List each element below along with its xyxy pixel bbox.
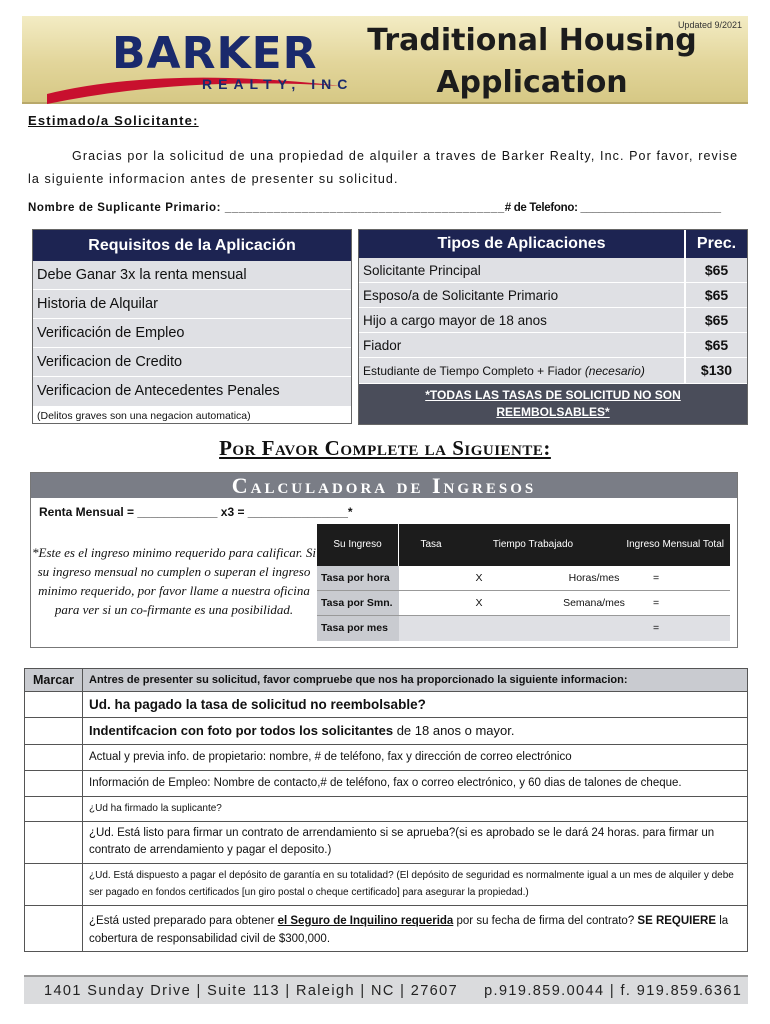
income-calculator (30, 472, 738, 648)
multiply-sign (399, 616, 539, 641)
time-unit (539, 616, 649, 641)
income-row-label: Tasa por hora (317, 566, 399, 590)
student-note: (necesario) (584, 364, 645, 378)
insurance-text-e: la cobertura de responsabilidad civil de $300,000. (89, 915, 729, 945)
col-tiempo: Tiempo Trabajado (492, 539, 574, 550)
checklist-header (25, 669, 747, 692)
complete-heading: Por Favor Complete la Siguiente: (219, 436, 551, 460)
income-row-label: Tasa por Smn. (317, 591, 399, 615)
price-header: Prec. (696, 235, 737, 252)
check-box[interactable] (25, 692, 83, 717)
type-label: Hijo a cargo mayor de 18 anos (359, 308, 686, 332)
checklist-item: Información de Empleo: Nombre de contacto,# de teléfono, fax o correo electrónico, y 60 dias de talones de cheque. (89, 777, 682, 789)
insurance-text-c: por su fecha de firma del contrato? (453, 915, 638, 927)
type-row (359, 333, 747, 358)
checklist-item-rest: de 18 anos o mayor. (393, 723, 515, 738)
multiply-sign: X (475, 572, 483, 584)
requirement-item: Verificación de Empleo (33, 319, 351, 348)
checklist-table (24, 668, 748, 952)
check-box[interactable] (25, 864, 83, 905)
check-box[interactable] (25, 745, 83, 770)
type-row (359, 308, 747, 333)
type-label (359, 358, 686, 383)
check-box[interactable] (25, 771, 83, 796)
requirements-header: Requisitos de la Aplicación (33, 230, 351, 261)
checklist-row (25, 864, 747, 906)
checklist-intro: Antres de presenter su solicitud, favor compruebe que nos ha proporcionado la siguiente informacion: (89, 674, 628, 686)
marcar-header: Marcar (25, 669, 83, 691)
footer-address: 1401 Sunday Drive | Suite 113 | Raleigh | NC | 27607 (44, 983, 459, 999)
checklist-item (83, 718, 747, 744)
checklist-row (25, 771, 747, 797)
time-unit: Horas/mes (568, 572, 620, 584)
equals-sign: = (653, 622, 660, 634)
checklist-row (25, 692, 747, 718)
check-box[interactable] (25, 718, 83, 744)
non-refundable-line2: REEMBOLSABLES* (496, 405, 610, 419)
checklist-item: Actual y previa info. de propietario: nombre, # de teléfono, fax y dirección de correo electrónico (89, 751, 572, 763)
type-price: $65 (686, 333, 747, 357)
application-types-table (358, 229, 748, 425)
col-tasa: Tasa (420, 539, 442, 550)
requirements-table (32, 229, 352, 424)
checklist-row (25, 906, 747, 951)
type-price: $130 (686, 358, 747, 383)
types-header-row (359, 230, 747, 258)
requirement-item: Historia de Alquilar (33, 290, 351, 319)
col-ingreso-total: Ingreso Mensual Total (626, 539, 724, 550)
equals-sign: = (653, 597, 660, 609)
logo-sub: REALTY, INC (202, 76, 354, 92)
income-row-label: Tasa por mes (317, 616, 399, 641)
header-banner (22, 16, 748, 104)
checklist-item: Ud. ha pagado la tasa de solicitud no reembolsable? (89, 697, 426, 712)
checklist-item-bold: Indentifcacion con foto por todos los solicitantes (89, 723, 394, 738)
name-label: Nombre de Suplicante Primario: ________________________________________ (28, 202, 505, 214)
requirement-item: Verificacion de Antecedentes Penales (33, 377, 351, 406)
type-label: Solicitante Principal (359, 258, 686, 282)
check-box[interactable] (25, 822, 83, 863)
equals-sign: = (653, 572, 660, 584)
type-price: $65 (686, 308, 747, 332)
income-row[interactable] (317, 591, 730, 616)
time-unit: Semana/mes (563, 597, 625, 609)
insurance-text-a: ¿Está usted preparado para obtener (89, 915, 278, 927)
salutation: Estimado/a Solicitante: (28, 113, 199, 128)
calculator-header: Calculadora de Ingresos (31, 473, 737, 498)
footer-contact (24, 975, 748, 1004)
requirement-note: (Delitos graves son una negacion automatica) (37, 410, 251, 422)
monthly-rent-line[interactable]: Renta Mensual = ____________ x3 = _______________* (39, 505, 353, 519)
intro-paragraph: Gracias por la solicitud de una propiedad de alquiler a traves de Barker Realty, Inc. Por favor, revise la siguiente informacion antes de presenter su solicitud. (28, 149, 739, 186)
checklist-row (25, 718, 747, 745)
type-row (359, 283, 747, 308)
calculator-note: *Este es el ingreso minimo requerido para calificar. Si su ingreso mensual no cumplen o superan el ingreso minimo requerido, por favor llame a nuestra oficina para ver si un co-firmante es una posibilidad. (32, 545, 316, 617)
type-price: $65 (686, 283, 747, 307)
income-table-header (317, 524, 730, 566)
col-su-ingreso: Su Ingreso (317, 524, 399, 566)
check-box[interactable] (25, 797, 83, 821)
updated-date: Updated 9/2021 (677, 20, 742, 30)
non-refundable-note (359, 384, 747, 424)
barker-logo (42, 26, 362, 102)
title-line2: Application (436, 65, 628, 100)
income-row[interactable] (317, 616, 730, 641)
requirement-item: Verificacion de Credito (33, 348, 351, 377)
se-requiere: SE REQUIERE (637, 915, 717, 927)
logo-word: BARKER (112, 28, 318, 79)
check-box[interactable] (25, 906, 83, 951)
income-row[interactable] (317, 566, 730, 591)
type-row (359, 258, 747, 283)
type-label: Fiador (359, 333, 686, 357)
checklist-item (83, 906, 747, 951)
checklist-item: ¿Ud. Está dispuesto a pagar el depósito de garantía en su totalidad? (El depósito de seguridad es normalmente igual a un mes de alquiler y debe ser pagado en fondos certificados [un giro postal o cheque certificado] para asegurar la propiedad.) (89, 870, 734, 898)
checklist-row (25, 797, 747, 822)
types-header: Tipos de Aplicaciones (359, 230, 686, 258)
applicant-name-line[interactable] (28, 202, 721, 214)
multiply-sign: X (475, 597, 483, 609)
checklist-row (25, 822, 747, 864)
title-line1: Traditional Housing (367, 23, 697, 58)
type-label: Esposo/a de Solicitante Primario (359, 283, 686, 307)
income-table (317, 524, 730, 641)
checklist-item: ¿Ud ha firmado la suplicante? (89, 803, 222, 814)
student-label: Estudiante de Tiempo Completo + Fiador (363, 364, 582, 378)
footer-phone: p.919.859.0044 | f. 919.859.6361 (484, 983, 743, 999)
page-title (362, 20, 702, 104)
type-price: $65 (686, 258, 747, 282)
checklist-item: ¿Ud. Está listo para firmar un contrato de arrendamiento si se aprueba?(si es aprobado se le dará 24 horas. para firmar un contrato de arrendamiento y pagar el deposito.) (89, 827, 715, 856)
phone-label: # de Telefono: _______________________ (504, 202, 721, 214)
requirement-item: Debe Ganar 3x la renta mensual (33, 261, 351, 290)
insurance-required: el Seguro de Inquilino requerida (277, 915, 454, 927)
non-refundable-line1: *TODAS LAS TASAS DE SOLICITUD NO SON (425, 388, 681, 402)
type-row (359, 358, 747, 384)
checklist-row (25, 745, 747, 771)
